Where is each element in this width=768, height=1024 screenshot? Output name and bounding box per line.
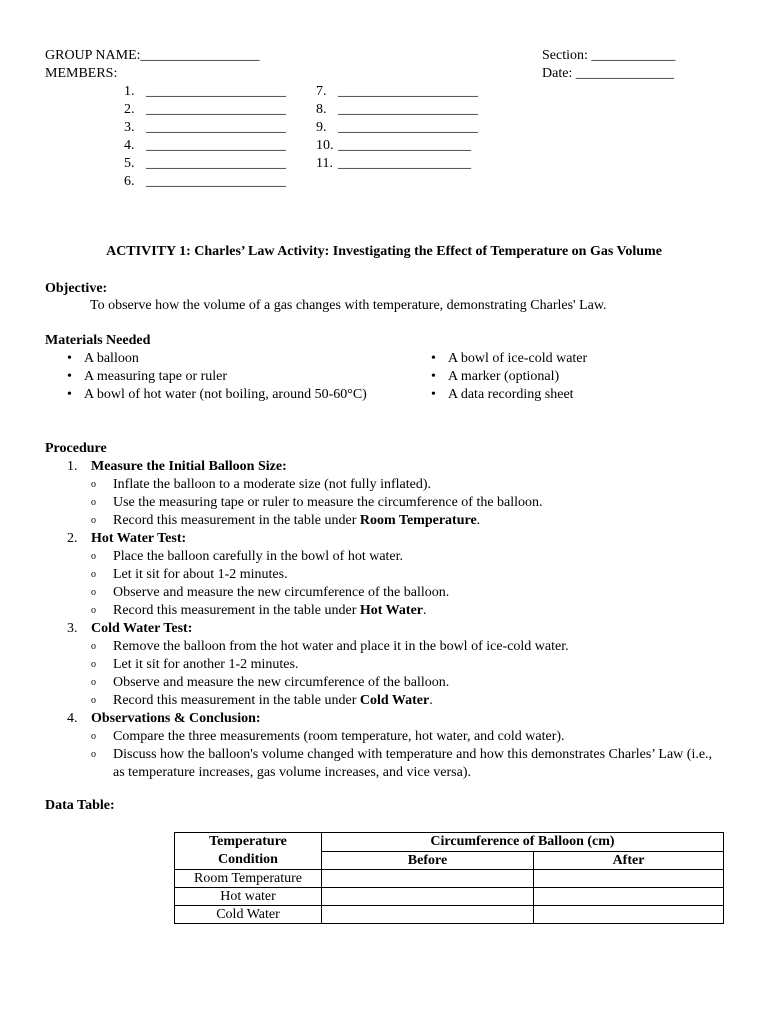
substep-text: Remove the balloon from the hot water and place it in the bowl of ice-cold water.	[113, 639, 569, 654]
step-number: 2.	[67, 531, 78, 546]
circle-bullet-icon: o	[91, 587, 96, 598]
step-substep	[67, 512, 727, 530]
step-number: 1.	[67, 459, 78, 474]
member-row[interactable]	[316, 119, 478, 137]
member-number: 3.	[124, 120, 135, 135]
member-row[interactable]	[124, 137, 286, 155]
step-substep	[67, 476, 727, 494]
member-number: 11.	[316, 156, 333, 171]
col-circumference: Circumference of Balloon (cm)	[322, 833, 724, 852]
substep-text: Record this measurement in the table under	[113, 693, 360, 708]
condition-cell: Hot water	[175, 888, 322, 906]
materials-list-right	[431, 350, 731, 404]
substep-text: Let it sit for about 1-2 minutes.	[113, 567, 288, 582]
circle-bullet-icon: o	[91, 515, 96, 526]
substep-text: Use the measuring tape or ruler to measure the circumference of the balloon.	[113, 495, 543, 510]
step-substep	[67, 674, 727, 692]
circle-bullet-icon: o	[91, 695, 96, 706]
member-row[interactable]	[124, 101, 286, 119]
table-row	[175, 870, 724, 888]
table-row	[175, 888, 724, 906]
condition-cell: Room Temperature	[175, 870, 322, 888]
member-name-blank[interactable]: ___________________	[338, 156, 471, 171]
member-row[interactable]	[316, 155, 478, 173]
circle-bullet-icon: o	[91, 569, 96, 580]
substep-text: Compare the three measurements (room temperature, hot water, and cold water).	[113, 729, 565, 744]
col-after: After	[534, 851, 724, 870]
step-number: 4.	[67, 711, 78, 726]
col-temperature-condition: Temperature Condition	[175, 833, 322, 870]
member-number: 7.	[316, 84, 327, 99]
step-title: Cold Water Test:	[91, 621, 193, 636]
group-name-field[interactable]: GROUP NAME:_________________	[45, 48, 260, 63]
member-number: 1.	[124, 84, 135, 99]
step-substep	[67, 692, 727, 710]
substep-emphasis: Room Temperature	[359, 513, 477, 528]
step-substep	[67, 548, 727, 566]
member-name-blank[interactable]: ____________________	[146, 156, 286, 171]
step-substep	[67, 602, 727, 620]
circle-bullet-icon: o	[91, 731, 96, 742]
substep-emphasis: Hot Water	[359, 603, 423, 618]
member-name-blank[interactable]: ____________________	[338, 102, 478, 117]
member-name-blank[interactable]: ____________________	[338, 84, 478, 99]
members-label: MEMBERS:	[45, 66, 118, 81]
procedure-step	[67, 710, 727, 728]
step-title: Measure the Initial Balloon Size:	[91, 459, 287, 474]
procedure-step	[67, 530, 727, 548]
procedure-heading: Procedure	[45, 441, 107, 456]
substep-end: .	[476, 513, 481, 528]
member-row[interactable]	[124, 155, 286, 173]
after-cell[interactable]	[534, 870, 724, 888]
before-cell[interactable]	[322, 906, 534, 924]
material-item: • A balloon	[67, 350, 367, 368]
circle-bullet-icon: o	[91, 551, 96, 562]
substep-text: Place the balloon carefully in the bowl of hot water.	[113, 549, 404, 564]
member-number: 2.	[124, 102, 135, 117]
member-row[interactable]	[124, 83, 286, 101]
after-cell[interactable]	[534, 888, 724, 906]
members-list-left	[124, 83, 286, 191]
circle-bullet-icon: o	[91, 677, 96, 688]
member-name-blank[interactable]: ____________________	[146, 120, 286, 135]
step-substep	[67, 728, 727, 746]
member-name-blank[interactable]: ____________________	[146, 84, 286, 99]
data-table-heading: Data Table:	[45, 798, 115, 813]
substep-text: Observe and measure the new circumference of the balloon.	[113, 675, 450, 690]
member-name-blank[interactable]: ____________________	[146, 102, 286, 117]
member-name-blank[interactable]: ___________________	[338, 138, 471, 153]
before-cell[interactable]	[322, 870, 534, 888]
step-substep	[67, 638, 727, 656]
circle-bullet-icon: o	[91, 749, 96, 760]
substep-text: Discuss how the balloon's volume changed with temperature and how this demonstrates Charles’ Law (i.e., as temperature increases, gas volume increases, and vice versa).	[113, 747, 713, 780]
activity-title: ACTIVITY 1: Charles’ Law Activity: Investigating the Effect of Temperature on Gas Volume	[106, 244, 662, 259]
before-cell[interactable]	[322, 888, 534, 906]
step-substep	[67, 746, 727, 782]
material-item: • A bowl of ice-cold water	[431, 350, 731, 368]
procedure-step	[67, 620, 727, 638]
step-substep	[67, 584, 727, 602]
step-substep	[67, 656, 727, 674]
member-number: 6.	[124, 174, 135, 189]
members-list-right	[316, 83, 478, 173]
substep-text: Inflate the balloon to a moderate size (not fully inflated).	[113, 477, 431, 492]
procedure-step	[67, 458, 727, 476]
materials-list-left	[67, 350, 367, 404]
member-number: 4.	[124, 138, 135, 153]
substep-end: .	[423, 603, 427, 618]
material-item: • A marker (optional)	[431, 368, 731, 386]
member-name-blank[interactable]: ____________________	[146, 174, 286, 189]
materials-heading: Materials Needed	[45, 333, 151, 348]
step-substep	[67, 494, 727, 512]
circle-bullet-icon: o	[91, 659, 96, 670]
material-item: • A bowl of hot water (not boiling, around 50-60°C)	[67, 386, 367, 404]
condition-cell: Cold Water	[175, 906, 322, 924]
objective-heading: Objective:	[45, 281, 108, 296]
substep-text: Let it sit for another 1-2 minutes.	[113, 657, 299, 672]
step-number: 3.	[67, 621, 78, 636]
material-item: • A data recording sheet	[431, 386, 731, 404]
circle-bullet-icon: o	[91, 605, 96, 616]
after-cell[interactable]	[534, 906, 724, 924]
member-name-blank[interactable]: ____________________	[146, 138, 286, 153]
member-name-blank[interactable]: ____________________	[338, 120, 478, 135]
step-title: Hot Water Test:	[91, 531, 187, 546]
objective-text: To observe how the volume of a gas changes with temperature, demonstrating Charles' Law.	[90, 298, 607, 313]
material-item: • A measuring tape or ruler	[67, 368, 367, 386]
member-row[interactable]	[316, 83, 478, 101]
substep-end: .	[429, 693, 433, 708]
substep-emphasis: Cold Water	[359, 693, 430, 708]
step-title: Observations & Conclusion:	[91, 711, 261, 726]
circle-bullet-icon: o	[91, 497, 96, 508]
procedure-list	[67, 458, 727, 782]
member-row[interactable]	[316, 137, 478, 155]
section-field[interactable]: Section: ____________	[542, 48, 676, 63]
col-before: Before	[322, 851, 534, 870]
circle-bullet-icon: o	[91, 479, 96, 490]
member-row[interactable]	[316, 101, 478, 119]
member-number: 5.	[124, 156, 135, 171]
substep-text: Observe and measure the new circumference of the balloon.	[113, 585, 450, 600]
member-number: 8.	[316, 102, 327, 117]
member-row[interactable]	[124, 173, 286, 191]
substep-text: Record this measurement in the table under	[113, 513, 360, 528]
circle-bullet-icon: o	[91, 641, 96, 652]
date-field[interactable]: Date: ______________	[542, 66, 674, 81]
table-row	[175, 906, 724, 924]
member-number: 9.	[316, 120, 327, 135]
member-number: 10.	[316, 138, 334, 153]
step-substep	[67, 566, 727, 584]
member-row[interactable]	[124, 119, 286, 137]
substep-text: Record this measurement in the table under	[113, 603, 360, 618]
data-table	[174, 832, 724, 924]
